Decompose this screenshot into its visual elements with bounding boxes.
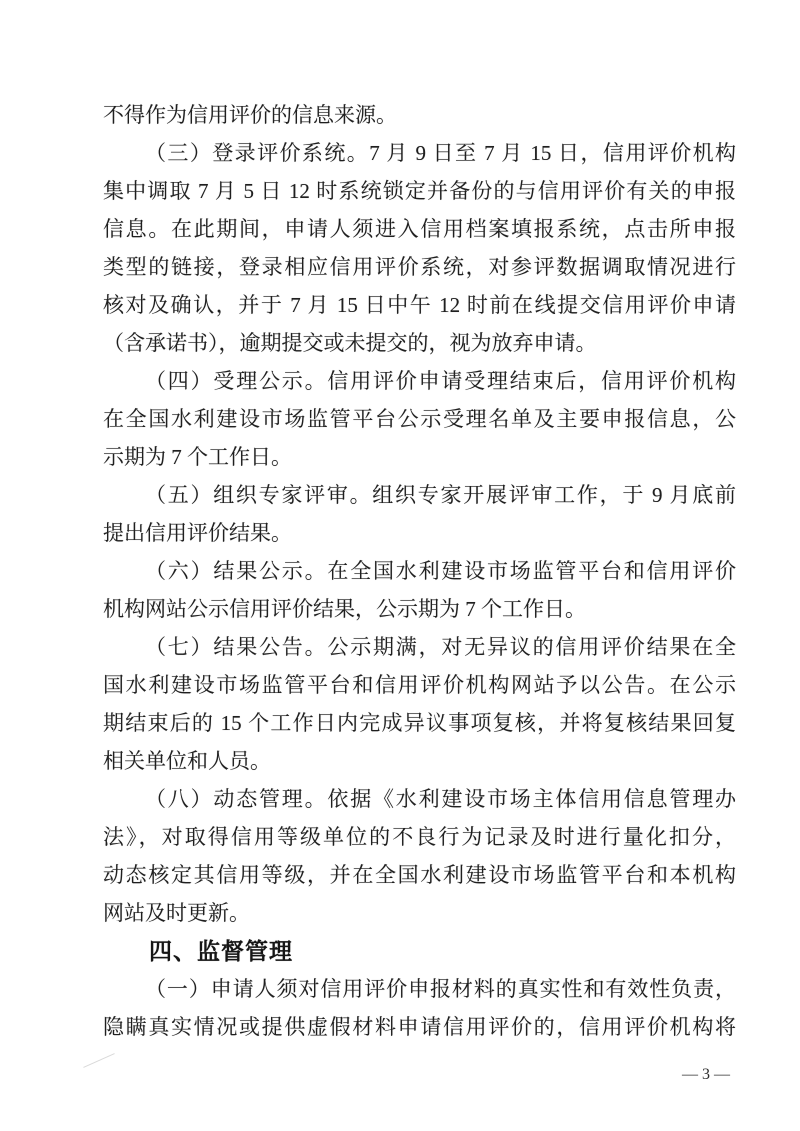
body-line: 示期为 7 个工作日。 xyxy=(103,445,292,469)
section-heading: 四、监督管理 xyxy=(149,938,293,964)
body-line: 国水利建设市场监管平台和信用评价机构网站予以公告。在公示 xyxy=(103,673,736,697)
body-line: 提出信用评价结果。 xyxy=(103,521,292,545)
body-line: （四）受理公示。信用评价申请受理结束后，信用评价机构 xyxy=(145,369,736,393)
body-line: 不得作为信用评价的信息来源。 xyxy=(103,103,397,127)
page-number: — 3 — xyxy=(682,1066,730,1083)
body-line: （三）登录评价系统。7 月 9 日至 7 月 15 日，信用评价机构 xyxy=(145,141,736,165)
body-line: 法》，对取得信用等级单位的不良行为记录及时进行量化扣分， xyxy=(103,825,736,849)
body-line: 网站及时更新。 xyxy=(103,901,250,925)
scan-artifact-streak xyxy=(83,1053,114,1068)
body-line: 在全国水利建设市场监管平台公示受理名单及主要申报信息，公 xyxy=(103,407,736,431)
body-line: （含承诺书），逾期提交或未提交的，视为放弃申请。 xyxy=(103,331,597,355)
body-line: 相关单位和人员。 xyxy=(103,749,271,773)
body-line: （一）申请人须对信用评价申报材料的真实性和有效性负责， xyxy=(145,977,736,1001)
body-line: 动态核定其信用等级，并在全国水利建设市场监管平台和本机构 xyxy=(103,863,736,887)
body-line: 集中调取 7 月 5 日 12 时系统锁定并备份的与信用评价有关的申报 xyxy=(103,179,736,203)
body-line: 信息。在此期间，申请人须进入信用档案填报系统，点击所申报 xyxy=(103,217,736,241)
body-line: （五）组织专家评审。组织专家开展评审工作，于 9 月底前 xyxy=(145,483,736,507)
body-line: 类型的链接，登录相应信用评价系统，对参评数据调取情况进行 xyxy=(103,255,736,279)
body-line: （八）动态管理。依据《水利建设市场主体信用信息管理办 xyxy=(145,787,736,811)
body-line: 隐瞒真实情况或提供虚假材料申请信用评价的，信用评价机构将 xyxy=(103,1015,736,1039)
document-body xyxy=(103,96,736,1046)
body-line: 机构网站公示信用评价结果，公示期为 7 个工作日。 xyxy=(103,597,586,621)
body-line: （六）结果公示。在全国水利建设市场监管平台和信用评价 xyxy=(145,559,736,583)
body-line: 核对及确认，并于 7 月 15 日中午 12 时前在线提交信用评价申请 xyxy=(103,293,736,317)
body-line: 期结束后的 15 个工作日内完成异议事项复核，并将复核结果回复 xyxy=(103,711,736,735)
body-line: （七）结果公告。公示期满，对无异议的信用评价结果在全 xyxy=(145,635,736,659)
